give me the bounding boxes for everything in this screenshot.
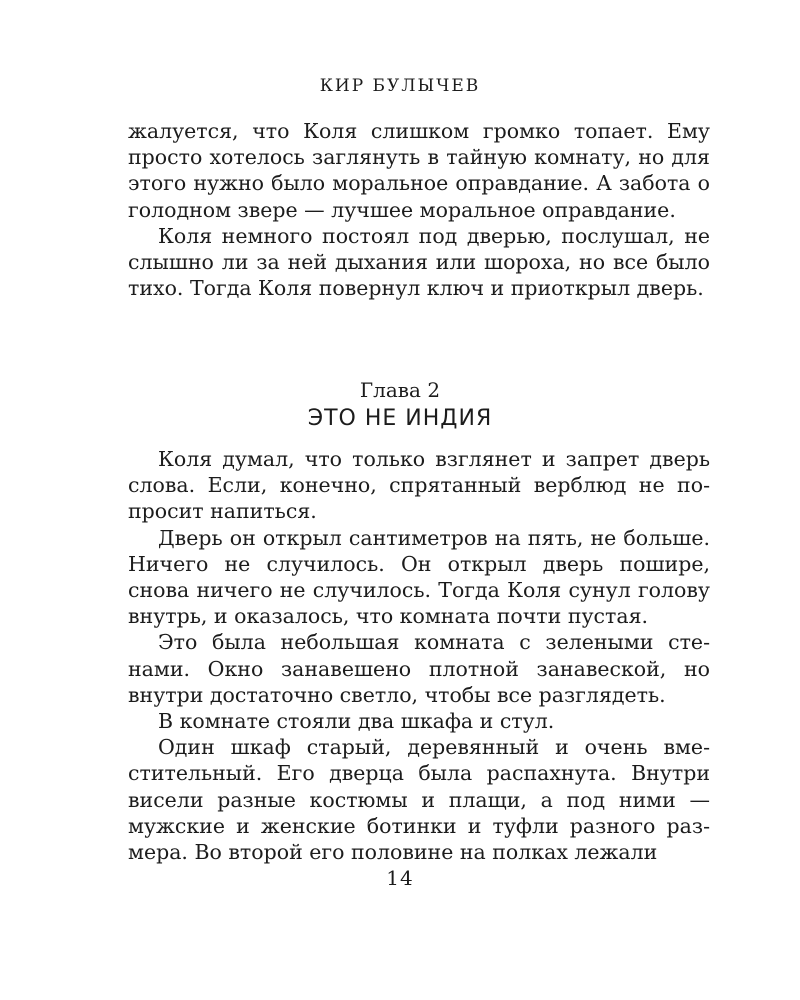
chapter-number: Глава 2 <box>359 378 441 402</box>
paragraph: Один шкаф старый, деревянный и очень вместительный. Его дверца была распахнута. Внутри висели разные костюмы и плащи, а под ними — мужские и женские ботинки и туфли разного размера. Во второй его половине на полках лежали <box>128 735 710 865</box>
paragraph: В комнате стояли два шкафа и стул. <box>158 709 555 734</box>
paragraph: Это была небольшая комната с зелеными стенами. Окно занавешено плотной занавеской, но внутри достаточно светло, чтобы все разглядеть. <box>128 630 710 707</box>
paragraph: Дверь он открыл сантиметров на пять, не больше. Ничего не случилось. Он открыл дверь пошире, снова ничего не случилось. Тогда Коля сунул голову внутрь, и оказалось, что комната почти пустая. <box>128 525 710 629</box>
paragraph: Коля немного постоял под дверью, послушал, не слышно ли за ней дыхания или шороха, но все было тихо. Тогда Коля повернул ключ и приоткрыл дверь. <box>128 223 710 301</box>
text-block-top <box>128 118 710 301</box>
chapter-title: ЭТО НЕ ИНДИЯ <box>307 406 493 431</box>
running-head-author: КИР БУЛЫЧЕВ <box>319 76 481 96</box>
paragraph: Коля думал, что только взглянет и запрет дверь слова. Если, конечно, спрятанный верблюд не попросит напиться. <box>128 447 710 524</box>
paragraph-continued: жалуется, что Коля слишком громко топает. Ему просто хотелось заглянуть в тайную комнату, но для этого нужно было моральное оправдание. А забота о голодном звере — лучшее моральное оправдание. <box>128 119 710 222</box>
text-block-bottom <box>128 446 710 865</box>
page-number: 14 <box>386 866 414 890</box>
